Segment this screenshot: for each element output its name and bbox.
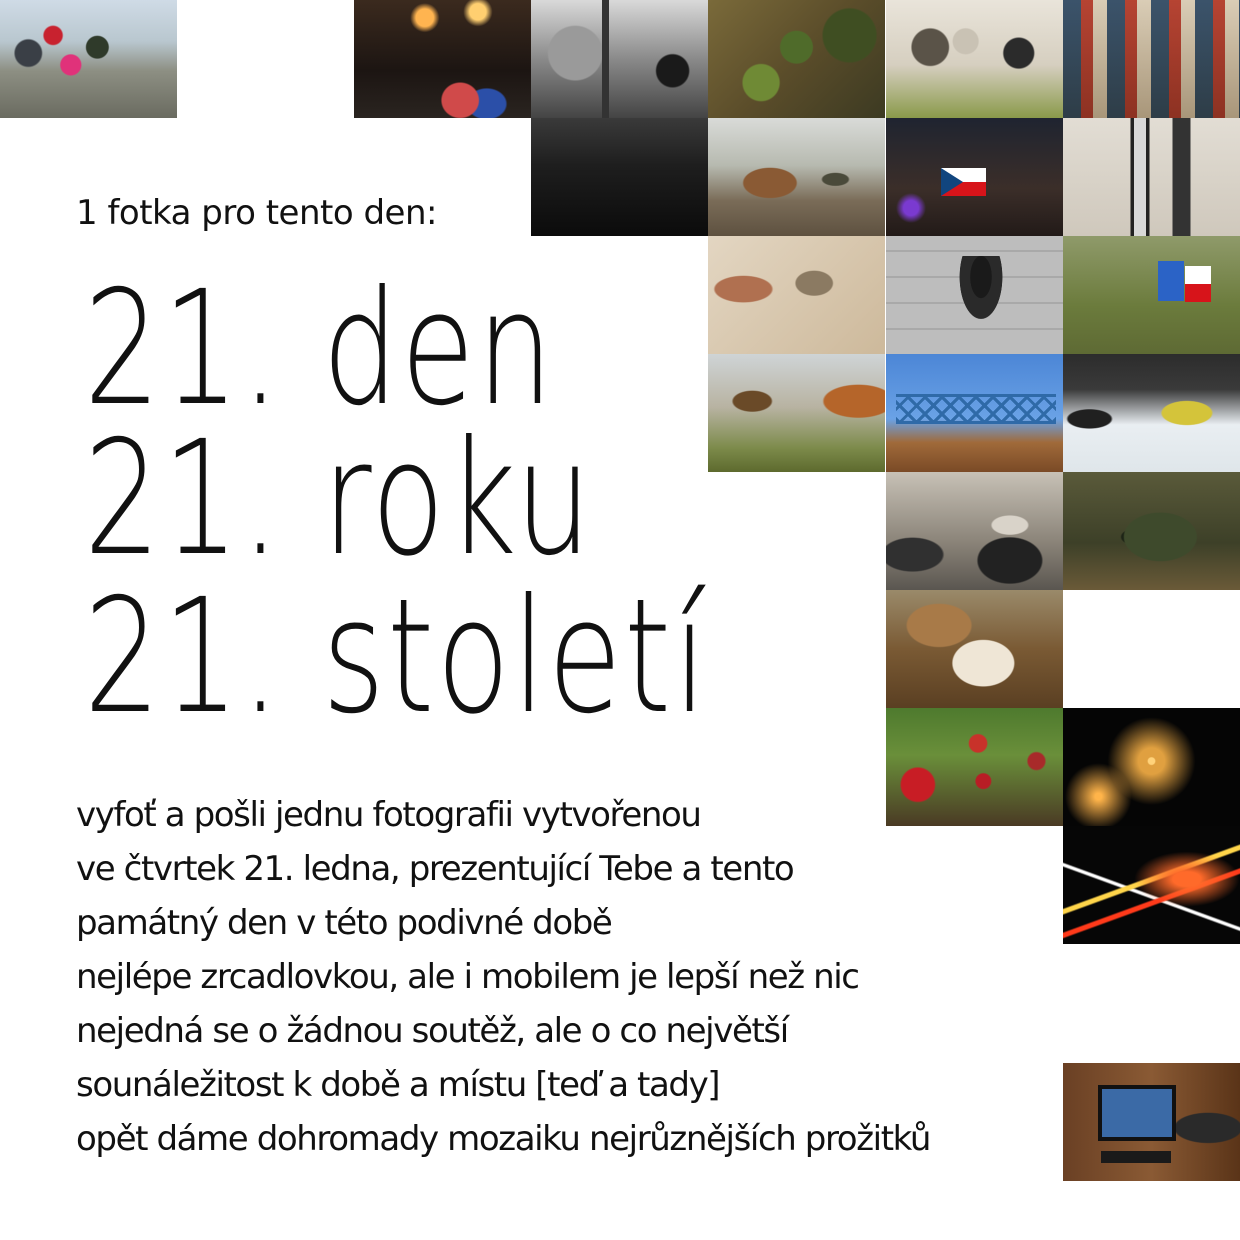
- tv-screen: [1098, 1085, 1176, 1141]
- description-line: vyfoť a pošli jednu fotografii vytvořenou: [76, 795, 701, 835]
- bridge-truss: [896, 394, 1056, 424]
- photo-ice-hockey-match: [1063, 354, 1240, 472]
- photo-woman-on-bench-in-autumn: [708, 354, 885, 472]
- description-line: nejlépe zrcadlovkou, ale i mobilem je lepší než nic: [76, 957, 859, 997]
- hooded-figure: [956, 256, 1006, 326]
- headline-line-year: 21. roku: [84, 407, 594, 591]
- photo-abandoned-truck-in-forest: [1063, 472, 1240, 590]
- photo-candles-and-flag-at-night: [354, 0, 531, 118]
- tv-stand: [1101, 1151, 1171, 1163]
- photo-horse-plowing-field: [708, 118, 885, 236]
- czech-flag-icon: [941, 168, 986, 196]
- headline-line-century: 21. století: [84, 565, 710, 749]
- photo-hooded-person-sitting-by-wall: [886, 236, 1063, 354]
- intro-text: 1 fotka pro tento den:: [76, 193, 437, 233]
- photo-exhibition-wall-with-photos: [1063, 118, 1240, 236]
- photo-light-trails-at-night: [1063, 826, 1240, 944]
- photo-czech-flag-at-church-night: [886, 118, 1063, 236]
- photo-people-viewing-exhibition-table: [1063, 0, 1240, 118]
- description-line: památný den v této podivné době: [76, 903, 612, 943]
- photo-old-man-with-fur-hat-on-street: [886, 472, 1063, 590]
- description-list: [76, 788, 930, 1166]
- photo-dark-night-landscape: [531, 118, 708, 236]
- purple-light: [896, 188, 926, 228]
- photo-black-and-white-street-stage: [531, 0, 708, 118]
- photo-child-watching-tv: [1063, 1063, 1240, 1181]
- photo-fireworks: [1063, 708, 1240, 826]
- headline-line-day: 21. den: [84, 257, 556, 441]
- photo-golden-retriever-in-forest: [886, 590, 1063, 708]
- photo-hikers-on-rock-viewpoint: [0, 0, 177, 118]
- czech-flag-icon: [1185, 266, 1211, 302]
- photo-woman-with-hand-shadows: [708, 236, 885, 354]
- description-line: sounáležitost k době a místu [teď a tady]: [76, 1065, 720, 1105]
- description-line: nejedná se o žádnou soutěž, ale o co největší: [76, 1011, 788, 1051]
- photo-gallery-visitors: [886, 0, 1063, 118]
- photo-green-plants-close-up: [708, 0, 885, 118]
- photo-flag-ceremony-tree-planting: [1063, 236, 1240, 354]
- eu-flag-icon: [1158, 261, 1184, 301]
- description-line: ve čtvrtek 21. ledna, prezentující Tebe a tento: [76, 849, 794, 889]
- photo-blue-truss-bridge: [886, 354, 1063, 472]
- description-line: opět dáme dohromady mozaiku nejrůznějších prožitků: [76, 1119, 931, 1159]
